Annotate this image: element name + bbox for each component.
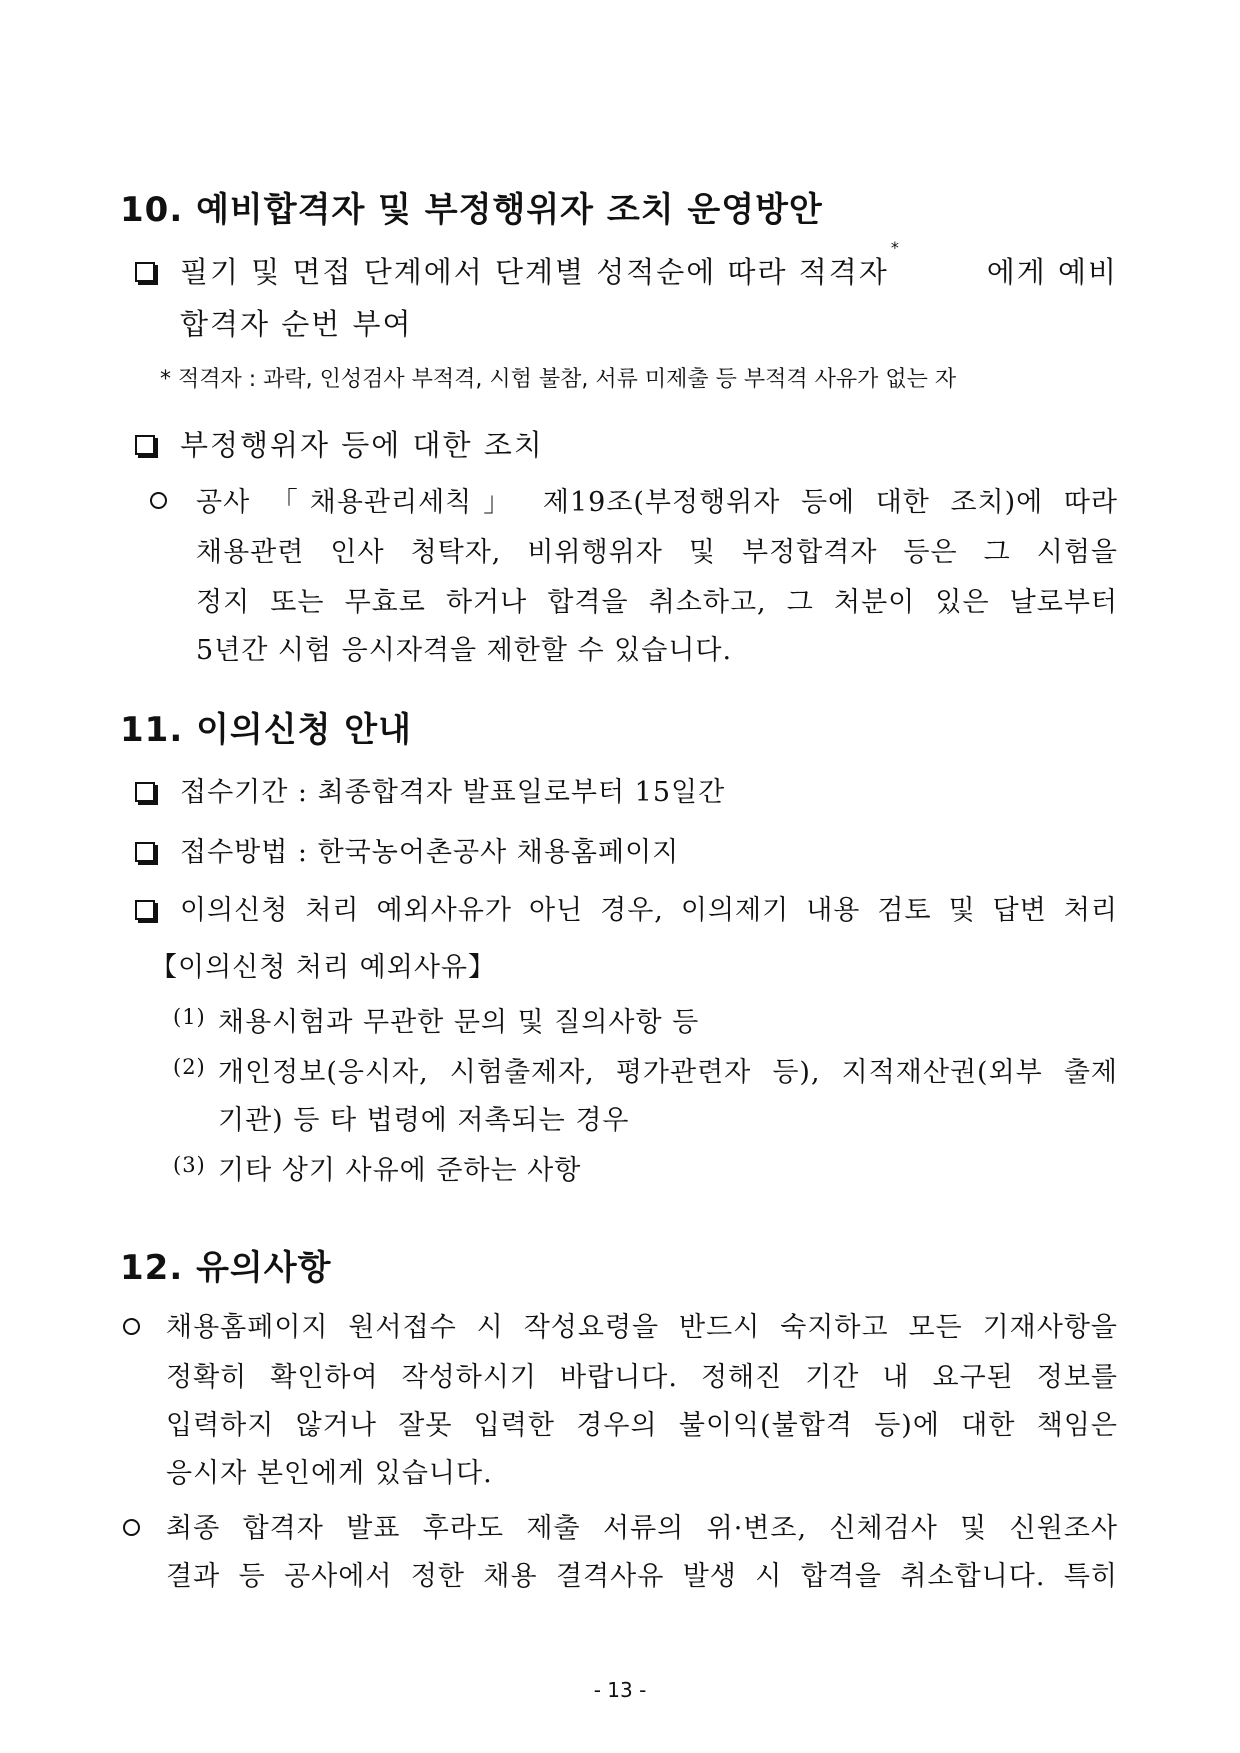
circle-bullet-icon <box>123 1519 140 1536</box>
section-11-title: 11. 이의신청 안내 <box>120 710 412 750</box>
checkbox-bullet-icon <box>135 900 155 920</box>
s11-bullet2: 접수방법 : 한국농어촌공사 채용홈페이지 <box>180 837 680 868</box>
s12-p1-line2: 정확히 확인하여 작성하시기 바랍니다. 정해진 기간 내 요구된 정보를 <box>166 1362 1118 1393</box>
item-number: (3) <box>173 1153 206 1177</box>
checkbox-bullet-icon <box>135 262 155 282</box>
s11-bullet1: 접수기간 : 최종합격자 발표일로부터 15일간 <box>180 777 726 808</box>
s10-bullet2: 부정행위자 등에 대한 조치 <box>180 428 544 462</box>
item-number: (1) <box>173 1005 206 1029</box>
s10-para-line3: 정지 또는 무효로 하거나 합격을 취소하고, 그 처분이 있은 날로부터 <box>196 587 1118 618</box>
s11-exceptions-heading: 【이의신청 처리 예외사유】 <box>150 952 496 983</box>
footnote-marker: * <box>890 238 901 257</box>
page-number: - 13 - <box>593 1678 647 1702</box>
s11-item3: 기타 상기 사유에 준하는 사항 <box>218 1155 582 1186</box>
checkbox-bullet-icon <box>135 842 155 862</box>
s10-bullet1-end: 에게 예비 <box>986 255 1118 289</box>
s11-item2-line2: 기관) 등 타 법령에 저촉되는 경우 <box>218 1105 630 1136</box>
s10-para-line1: 공사 「채용관리세칙」 제19조(부정행위자 등에 대한 조치)에 따라 <box>196 487 1118 518</box>
checkbox-bullet-icon <box>135 435 155 455</box>
section-12-title: 12. 유의사항 <box>120 1248 332 1288</box>
s10-bullet1-line1 <box>180 238 1118 291</box>
s10-footnote: * 적격자 : 과락, 인성검사 부적격, 시험 불참, 서류 미제출 등 부적격 사유가 없는 자 <box>160 367 957 392</box>
s10-para-line2: 채용관련 인사 청탁자, 비위행위자 및 부정합격자 등은 그 시험을 <box>196 537 1118 568</box>
s10-para-line4: 5년간 시험 응시자격을 제한할 수 있습니다. <box>196 635 733 666</box>
checkbox-bullet-icon <box>135 782 155 802</box>
s12-p1-line3: 입력하지 않거나 잘못 입력한 경우의 불이익(불합격 등)에 대한 책임은 <box>166 1410 1118 1441</box>
s12-p1-line1: 채용홈페이지 원서접수 시 작성요령을 반드시 숙지하고 모든 기재사항을 <box>166 1312 1118 1343</box>
s11-item2-line1: 개인정보(응시자, 시험출제자, 평가관련자 등), 지적재산권(외부 출제 <box>218 1057 1118 1088</box>
item-number: (2) <box>173 1055 206 1079</box>
s11-bullet3: 이의신청 처리 예외사유가 아닌 경우, 이의제기 내용 검토 및 답변 처리 <box>180 895 1118 926</box>
s12-p2-line2: 결과 등 공사에서 정한 채용 결격사유 발생 시 합격을 취소합니다. 특히 <box>166 1561 1118 1592</box>
s10-bullet1-line2: 합격자 순번 부여 <box>180 307 413 341</box>
s10-bullet1-text: 필기 및 면접 단계에서 단계별 성적순에 따라 적격자 <box>180 255 889 289</box>
s11-item1: 채용시험과 무관한 문의 및 질의사항 등 <box>218 1007 700 1038</box>
s12-p2-line1: 최종 합격자 발표 후라도 제출 서류의 위·변조, 신체검사 및 신원조사 <box>166 1513 1118 1544</box>
circle-bullet-icon <box>150 492 167 509</box>
section-10-title: 10. 예비합격자 및 부정행위자 조치 운영방안 <box>120 190 823 230</box>
s12-p1-line4: 응시자 본인에게 있습니다. <box>166 1458 493 1489</box>
circle-bullet-icon <box>123 1318 140 1335</box>
